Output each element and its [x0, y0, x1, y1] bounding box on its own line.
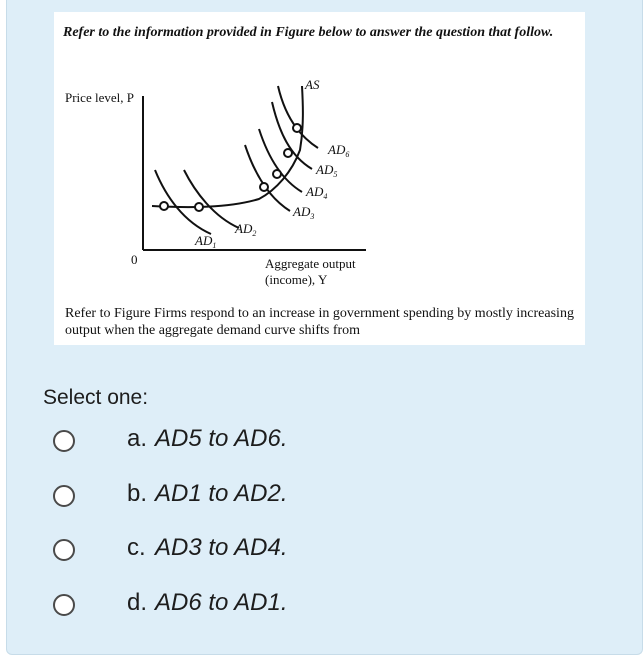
question-card [6, 0, 643, 655]
option-letter: c. [127, 534, 146, 561]
origin-label: 0 [131, 252, 138, 267]
question-text: Refer to Figure Firms respond to an increase in government spending by mostly increasing output when the aggregate demand curve shifts from [65, 306, 574, 338]
equilibrium-point-4 [273, 170, 281, 178]
option-text: AD3 to AD4. [155, 534, 288, 561]
ad-as-graph [54, 12, 585, 345]
ad5-curve [272, 102, 312, 169]
ad5-label: $AD_5$ [316, 162, 338, 179]
equilibrium-point-5 [284, 149, 292, 157]
ad2-curve [184, 170, 239, 228]
radio-button[interactable] [53, 594, 75, 616]
ad6-label: $AD_6$ [328, 142, 350, 159]
option-text: AD6 to AD1. [155, 589, 288, 616]
equilibrium-point-3 [260, 183, 268, 191]
ad1-label: $AD_1$ [195, 233, 217, 250]
option-a[interactable] [47, 422, 377, 462]
question-figure [54, 12, 585, 345]
radio-button[interactable] [53, 539, 75, 561]
option-letter: b. [127, 480, 148, 507]
option-text: AD5 to AD6. [155, 425, 288, 452]
ad3-label: $AD_3$ [293, 204, 315, 221]
x-axis-label-line1: Aggregate output [265, 256, 356, 271]
radio-button[interactable] [53, 430, 75, 452]
x-axis-label-line2: (income), Y [265, 272, 328, 287]
figure-instruction: Refer to the information provided in Figure below to answer the question that follow. [63, 25, 554, 40]
ad2-label: $AD_2$ [235, 221, 257, 238]
option-letter: d. [127, 589, 148, 616]
as-curve [152, 86, 303, 207]
select-one-label: Select one: [43, 386, 149, 409]
radio-button[interactable] [53, 485, 75, 507]
as-label: AS [305, 77, 320, 92]
option-text: AD1 to AD2. [155, 480, 288, 507]
option-d[interactable] [47, 586, 377, 626]
equilibrium-point-1 [160, 202, 168, 210]
equilibrium-point-2 [195, 203, 203, 211]
option-c[interactable] [47, 531, 377, 571]
equilibrium-point-6 [293, 124, 301, 132]
option-b[interactable] [47, 477, 377, 517]
y-axis-label: Price level, P [65, 90, 134, 105]
option-letter: a. [127, 425, 148, 452]
ad4-label: $AD_4$ [306, 184, 328, 201]
